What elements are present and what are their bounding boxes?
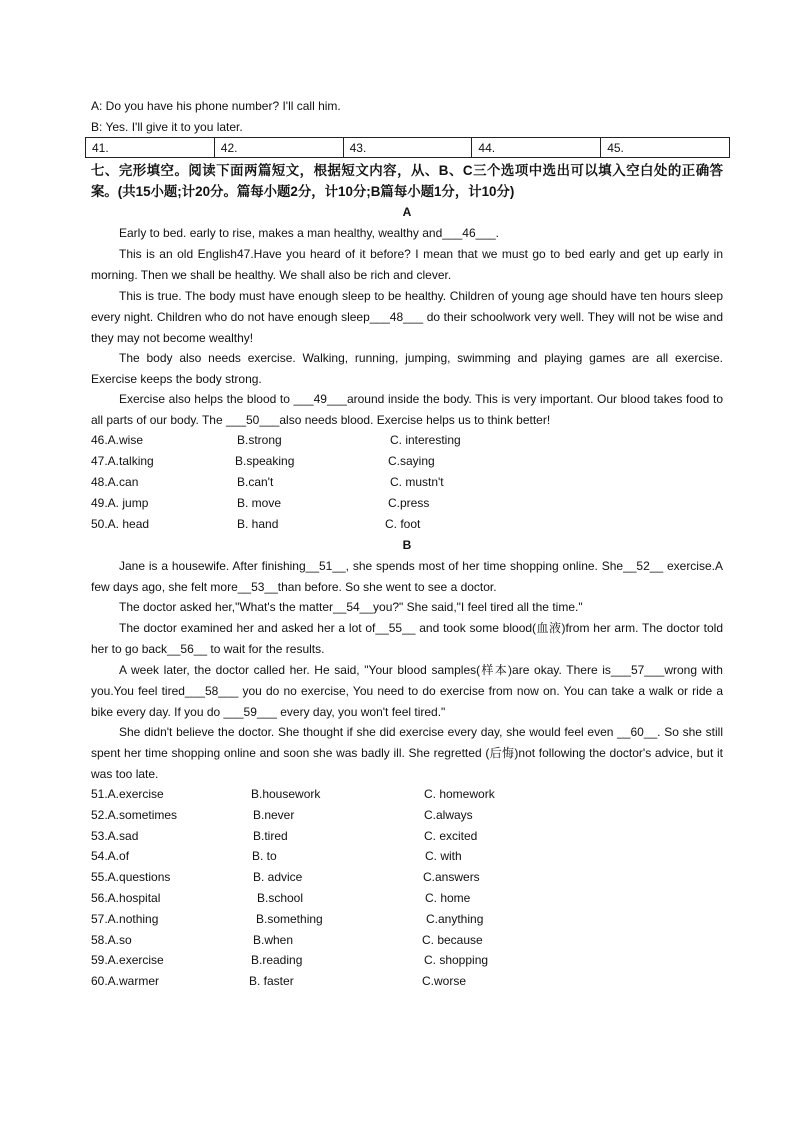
option-row xyxy=(91,888,723,909)
option-c: C.press xyxy=(388,496,430,510)
option-c: C. foot xyxy=(385,517,421,531)
option-row xyxy=(91,805,723,826)
dialogue-line-a: A: Do you have his phone number? I'll call him. xyxy=(91,99,341,113)
option-a: 55.A.questions xyxy=(91,870,171,884)
option-a: 59.A.exercise xyxy=(91,953,164,967)
option-row xyxy=(91,493,723,514)
option-row xyxy=(91,950,723,971)
passage-b-label: B xyxy=(402,538,412,552)
option-a: 50.A. head xyxy=(91,517,150,531)
option-c: C. interesting xyxy=(390,433,461,447)
option-c: C.saying xyxy=(388,454,435,468)
option-row xyxy=(91,846,723,867)
option-b: B.strong xyxy=(237,433,282,447)
option-b: B.can't xyxy=(237,475,274,489)
option-a: 52.A.sometimes xyxy=(91,808,178,822)
option-b: B.school xyxy=(257,891,304,905)
option-b: B.something xyxy=(256,912,323,926)
option-b: B. move xyxy=(237,496,282,510)
option-b: B.housework xyxy=(251,787,321,801)
option-a: 56.A.hospital xyxy=(91,891,161,905)
option-a: 53.A.sad xyxy=(91,829,139,843)
option-row xyxy=(91,971,723,992)
answer-cell-45: 45. xyxy=(601,138,730,158)
passage-a-paragraph: This is true. The body must have enough sleep to be healthy. Children of young age should have ten hours sleep every night. Children who do not have enough sleep___48___ do their schoolwork very well. They will not be wise and they may not become wealthy! xyxy=(91,289,723,345)
option-a: 48.A.can xyxy=(91,475,139,489)
passage-a-paragraph: Early to bed. early to rise, makes a man healthy, wealthy and___46___. xyxy=(119,226,499,240)
option-a: 47.A.talking xyxy=(91,454,154,468)
option-row xyxy=(91,784,723,805)
answer-cell-44: 44. xyxy=(472,138,601,158)
option-row xyxy=(91,930,723,951)
passage-a-paragraph: This is an old English47.Have you heard of it before? I mean that we must go to bed early and get up early in morning. Then we shall be healthy. We shall also be rich and clever. xyxy=(91,247,723,282)
option-row xyxy=(91,430,723,451)
option-c: C. excited xyxy=(424,829,478,843)
option-a: 51.A.exercise xyxy=(91,787,164,801)
option-b: B.never xyxy=(253,808,295,822)
option-c: C. shopping xyxy=(424,953,489,967)
option-row xyxy=(91,472,723,493)
option-row xyxy=(91,826,723,847)
option-row xyxy=(91,451,723,472)
option-row xyxy=(91,514,723,535)
passage-b-paragraph: She didn't believe the doctor. She thought if she did exercise every day, she would feel even __60__. So she still spent her time shopping online and soon she was badly ill. She regretted (后悔)not following the doctor's advice, but it was too late. xyxy=(91,725,723,781)
option-b: B. advice xyxy=(253,870,303,884)
option-c: C. with xyxy=(425,849,462,863)
option-b: B. to xyxy=(252,849,277,863)
option-c: C.worse xyxy=(422,974,467,988)
option-b: B.tired xyxy=(253,829,288,843)
option-b: B.reading xyxy=(251,953,303,967)
option-a: 46.A.wise xyxy=(91,433,144,447)
answer-cell-41: 41. xyxy=(86,138,215,158)
option-c: C. mustn't xyxy=(390,475,444,489)
dialogue-line-b: B: Yes. I'll give it to you later. xyxy=(91,120,243,134)
option-a: 58.A.so xyxy=(91,933,132,947)
option-b: B.when xyxy=(253,933,294,947)
option-row xyxy=(91,867,723,888)
option-a: 57.A.nothing xyxy=(91,912,159,926)
option-b: B.speaking xyxy=(235,454,295,468)
option-a: 54.A.of xyxy=(91,849,130,863)
option-c: C. because xyxy=(422,933,483,947)
option-c: C.always xyxy=(424,808,473,822)
passage-a-paragraph: Exercise also helps the blood to ___49___around inside the body. This is very important. Our blood takes food to all parts of our body. The ___50___also needs blood. Exercise helps us to think better! xyxy=(91,392,723,427)
option-b: B. faster xyxy=(249,974,294,988)
option-c: C. home xyxy=(425,891,471,905)
option-c: C. homework xyxy=(424,787,495,801)
passage-b-paragraph: A week later, the doctor called her. He said, "Your blood samples(样本)are okay. There is___57___wrong with you.You feel tired___58___ you do no exercise, You need to do exercise from now on. You can take a walk or ride a bike every day. If you do ___59___ every day, you won't feel tired." xyxy=(91,663,723,719)
option-a: 60.A.warmer xyxy=(91,974,160,988)
option-row xyxy=(91,909,723,930)
passage-b-paragraph: The doctor examined her and asked her a lot of__55__ and took some blood(血液)from her arm. The doctor told her to go back__56__ to wait for the results. xyxy=(91,621,723,656)
section-heading: 七、完形填空。阅读下面两篇短文，根据短文内容，从、B、C三个选项中选出可以填入空白处的正确答案。(共15小题;计20分。篇每小题2分，计10分;B篇每小题1分，计10分) xyxy=(91,163,723,199)
answer-table xyxy=(85,137,730,158)
option-b: B. hand xyxy=(237,517,279,531)
passage-b-paragraph: Jane is a housewife. After finishing__51__, she spends most of her time shopping online. She__52__ exercise.A few days ago, she felt more__53__than before. So she went to see a doctor. xyxy=(91,559,723,594)
option-c: C.anything xyxy=(426,912,484,926)
option-a: 49.A. jump xyxy=(91,496,149,510)
passage-a-paragraph: The body also needs exercise. Walking, running, jumping, swimming and playing games are all exercise. Exercise keeps the body strong. xyxy=(91,351,723,386)
answer-cell-42: 42. xyxy=(214,138,343,158)
option-c: C.answers xyxy=(423,870,480,884)
passage-b-paragraph: The doctor asked her,"What's the matter__54__you?" She said,"I feel tired all the time." xyxy=(119,600,583,614)
passage-a-label: A xyxy=(402,205,412,219)
answer-cell-43: 43. xyxy=(343,138,472,158)
